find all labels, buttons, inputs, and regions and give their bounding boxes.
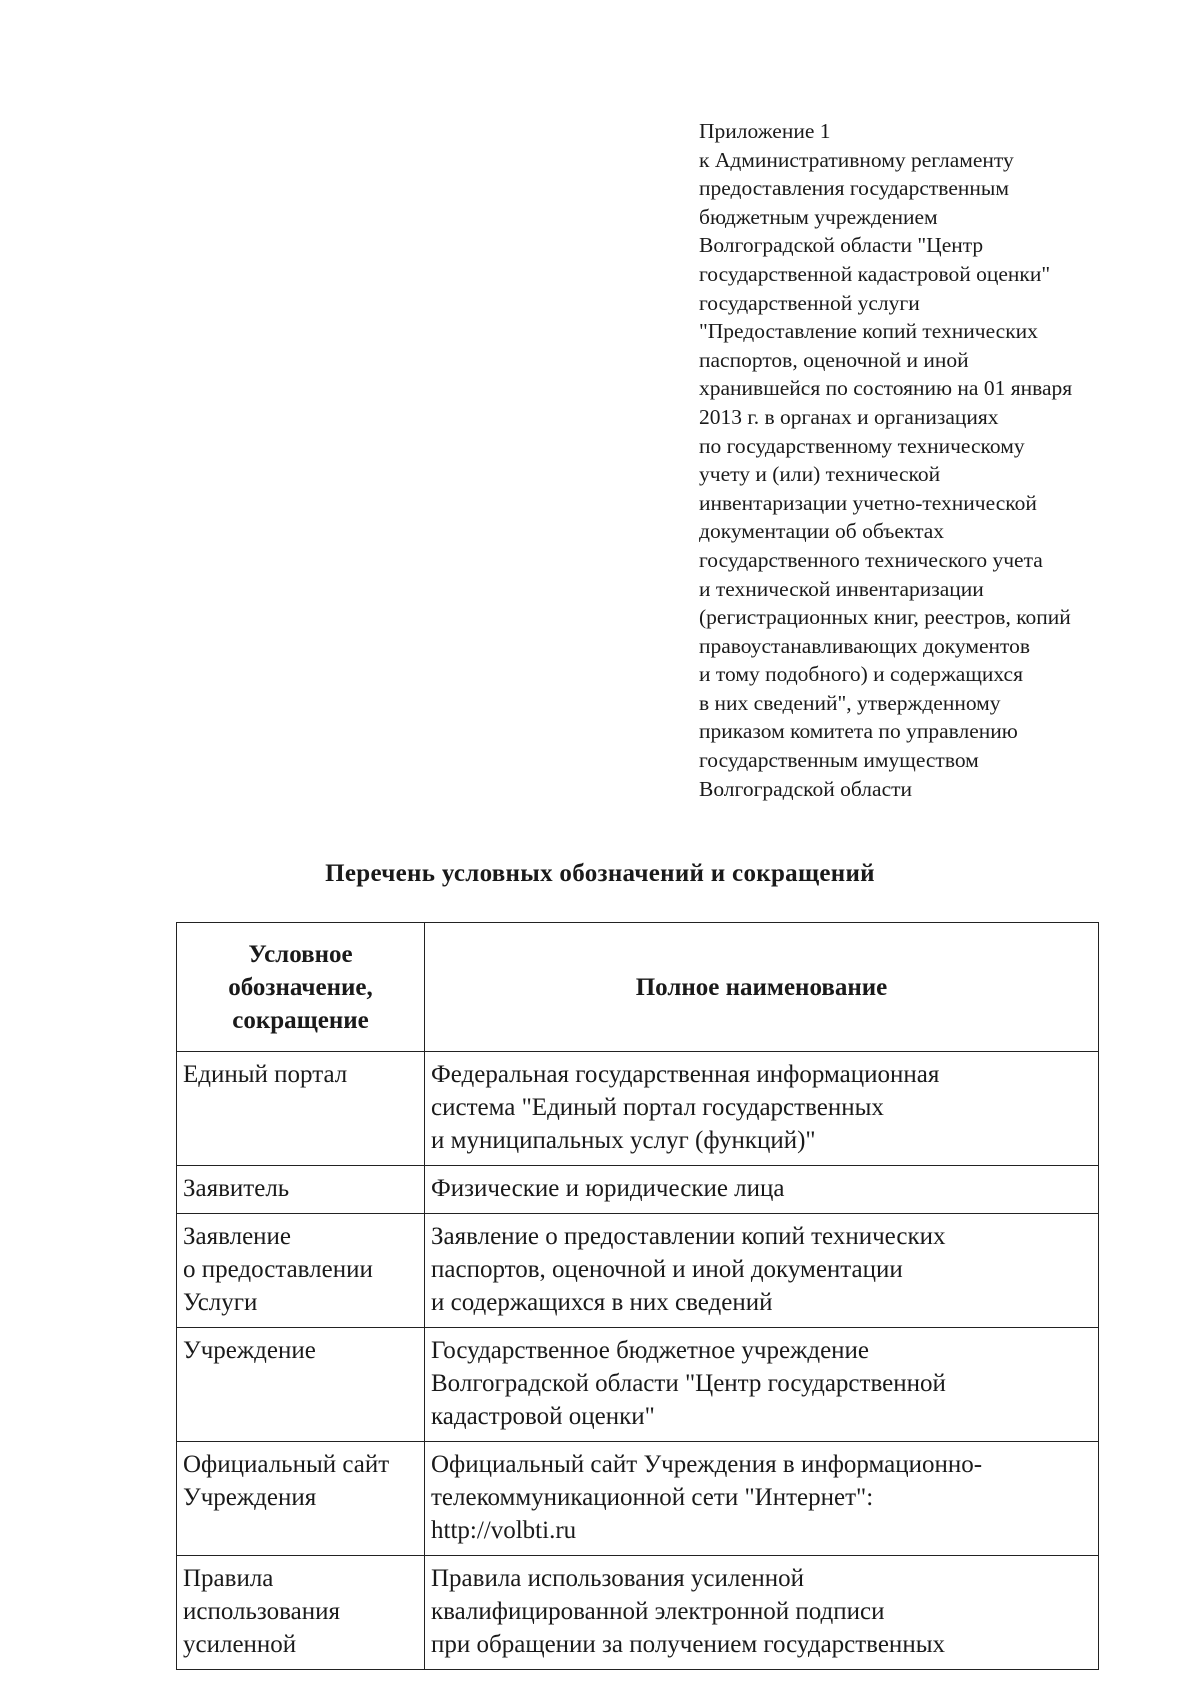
definition-line: система "Единый портал государственных <box>431 1094 884 1121</box>
appendix-line: 2013 г. в органах и организациях <box>699 404 999 429</box>
term-cell <box>177 1214 425 1328</box>
term-line: усиленной <box>183 1631 297 1658</box>
term-cell <box>177 1052 425 1166</box>
definition-line: квалифицированной электронной подписи <box>431 1598 885 1625</box>
definition-cell <box>425 1166 1099 1214</box>
appendix-line: Волгоградской области <box>699 776 913 801</box>
table-row <box>177 1214 1099 1328</box>
header-term-cell <box>177 923 425 1052</box>
term-line: Заявитель <box>183 1175 290 1202</box>
appendix-line: к Административному регламенту <box>699 147 1014 172</box>
header-term-line: сокращение <box>232 1006 369 1034</box>
definition-line: Федеральная государственная информационная <box>431 1061 940 1088</box>
definition-cell <box>425 1556 1099 1670</box>
appendix-line: предоставления государственным <box>699 176 1009 201</box>
header-term-line: обозначение, <box>228 973 373 1001</box>
appendix-line: Волгоградской области "Центр <box>699 233 984 258</box>
term-line: Правила <box>183 1565 274 1592</box>
appendix-line: в них сведений", утвержденному <box>699 690 1001 715</box>
appendix-line: документации об объектах <box>699 519 945 544</box>
term-line: Учреждение <box>183 1337 316 1364</box>
definition-line: http://volbti.ru <box>431 1517 577 1544</box>
appendix-line: бюджетным учреждением <box>699 204 938 229</box>
term-line: Учреждения <box>183 1484 317 1511</box>
definition-cell <box>425 1052 1099 1166</box>
header-term-line: Условное <box>248 940 353 968</box>
term-line: использования <box>183 1598 340 1625</box>
term-line: Заявление <box>183 1223 292 1250</box>
table-row <box>177 1328 1099 1442</box>
definition-line: и муниципальных услуг (функций)" <box>431 1127 816 1154</box>
definition-line: кадастровой оценки" <box>431 1403 655 1430</box>
table-header-row <box>177 923 1099 1052</box>
term-cell <box>177 1166 425 1214</box>
term-cell <box>177 1442 425 1556</box>
appendix-line: хранившейся по состоянию на 01 января <box>699 376 1073 401</box>
appendix-line: правоустанавливающих документов <box>699 633 1031 658</box>
appendix-line: инвентаризации учетно-технической <box>699 490 1037 515</box>
document-title: Перечень условных обозначений и сокращений <box>325 860 875 887</box>
appendix-reference <box>699 117 1169 803</box>
term-cell <box>177 1556 425 1670</box>
definition-line: Правила использования усиленной <box>431 1565 805 1592</box>
appendix-line: паспортов, оценочной и иной <box>699 347 969 372</box>
appendix-line: государственной кадастровой оценки" <box>699 261 1051 286</box>
definition-cell <box>425 1214 1099 1328</box>
definition-line: Заявление о предоставлении копий технических <box>431 1223 946 1250</box>
appendix-line: Приложение 1 <box>699 119 831 143</box>
appendix-line: "Предоставление копий технических <box>699 319 1038 344</box>
appendix-line: и технической инвентаризации <box>699 576 984 601</box>
definition-line: Физические и юридические лица <box>431 1175 785 1202</box>
term-line: Услуги <box>183 1289 258 1316</box>
term-line: Единый портал <box>183 1061 348 1088</box>
definition-line: и содержащихся в них сведений <box>431 1289 773 1316</box>
appendix-line: по государственному техническому <box>699 433 1025 458</box>
definition-line: телекоммуникационной сети "Интернет": <box>431 1484 874 1511</box>
definition-line: Официальный сайт Учреждения в информационно- <box>431 1451 983 1478</box>
appendix-line: государственной услуги <box>699 290 920 315</box>
appendix-line: государственным имуществом <box>699 748 979 773</box>
term-cell <box>177 1328 425 1442</box>
definition-line: при обращении за получением государственных <box>431 1631 945 1658</box>
header-definition-cell: Полное наименование <box>425 923 1099 1052</box>
term-line: Официальный сайт <box>183 1451 390 1478</box>
definition-line: Волгоградской области "Центр государственной <box>431 1370 946 1397</box>
definition-line: паспортов, оценочной и иной документации <box>431 1256 903 1283</box>
table-row <box>177 1556 1099 1670</box>
appendix-line: и тому подобного) и содержащихся <box>699 662 1023 687</box>
appendix-line: приказом комитета по управлению <box>699 719 1018 744</box>
definition-cell <box>425 1442 1099 1556</box>
term-line: о предоставлении <box>183 1256 373 1283</box>
appendix-line: (регистрационных книг, реестров, копий <box>699 605 1071 630</box>
appendix-line: государственного технического учета <box>699 547 1043 572</box>
definition-cell <box>425 1328 1099 1442</box>
table-row <box>177 1166 1099 1214</box>
table-row <box>177 1052 1099 1166</box>
table-row <box>177 1442 1099 1556</box>
definition-line: Государственное бюджетное учреждение <box>431 1337 870 1364</box>
abbreviations-table <box>176 922 1099 1670</box>
appendix-line: учету и (или) технической <box>699 462 941 487</box>
